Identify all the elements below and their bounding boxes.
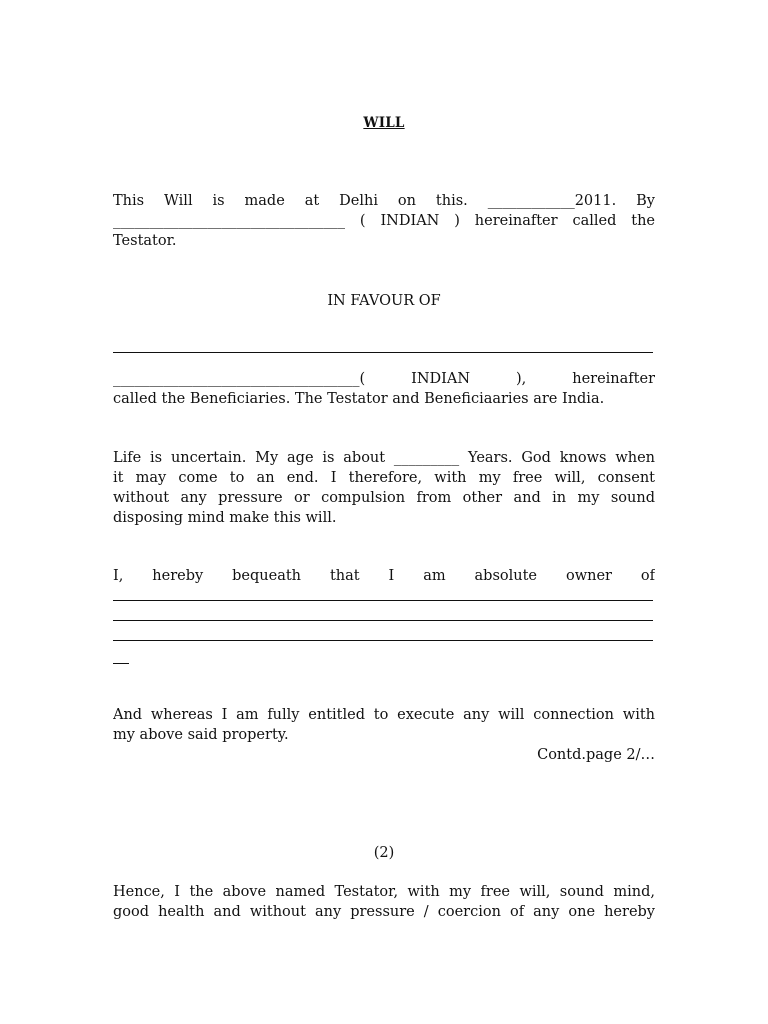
property-blank-line-2 — [113, 620, 653, 621]
property-blank-line-4 — [113, 663, 129, 664]
entitlement-line-2: my above said property. — [113, 727, 289, 743]
property-blank-line-1 — [113, 600, 653, 601]
age-paragraph-line-1: Life is uncertain. My age is about _________ Years. God knows when — [113, 450, 655, 466]
continued-note: Contd.page 2/… — [537, 747, 655, 763]
will-intro-line-3: Testator. — [113, 233, 177, 249]
beneficiary-blank-line — [113, 352, 653, 353]
bequeath-line-1: I, hereby bequeath that I am absolute owner of — [113, 568, 655, 584]
page-number: (2) — [373, 845, 395, 861]
hence-line-1: Hence, I the above named Testator, with my free will, sound mind, — [113, 884, 655, 900]
property-blank-line-3 — [113, 640, 653, 641]
hence-line-2: good health and without any pressure / coercion of any one hereby — [113, 904, 655, 920]
beneficiary-line-3: called the Beneficiaries. The Testator and Beneficiaaries are India. — [113, 391, 605, 407]
entitlement-line-1: And whereas I am fully entitled to execute any will connection with — [113, 707, 655, 723]
beneficiary-line-2: __________________________________( INDIAN ), hereinafter — [113, 371, 655, 387]
age-paragraph-line-3: without any pressure or compulsion from other and in my sound — [113, 490, 655, 506]
age-paragraph-line-2: it may come to an end. I therefore, with my free will, consent — [113, 470, 655, 486]
in-favour-heading: IN FAVOUR OF — [327, 293, 441, 309]
will-intro-line-1: This Will is made at Delhi on this. ____________2011. By — [113, 193, 655, 209]
document-title: WILL — [363, 115, 405, 131]
age-paragraph-line-4: disposing mind make this will. — [113, 510, 337, 526]
will-intro-line-2: ________________________________ ( INDIAN ) hereinafter called the — [113, 213, 655, 229]
